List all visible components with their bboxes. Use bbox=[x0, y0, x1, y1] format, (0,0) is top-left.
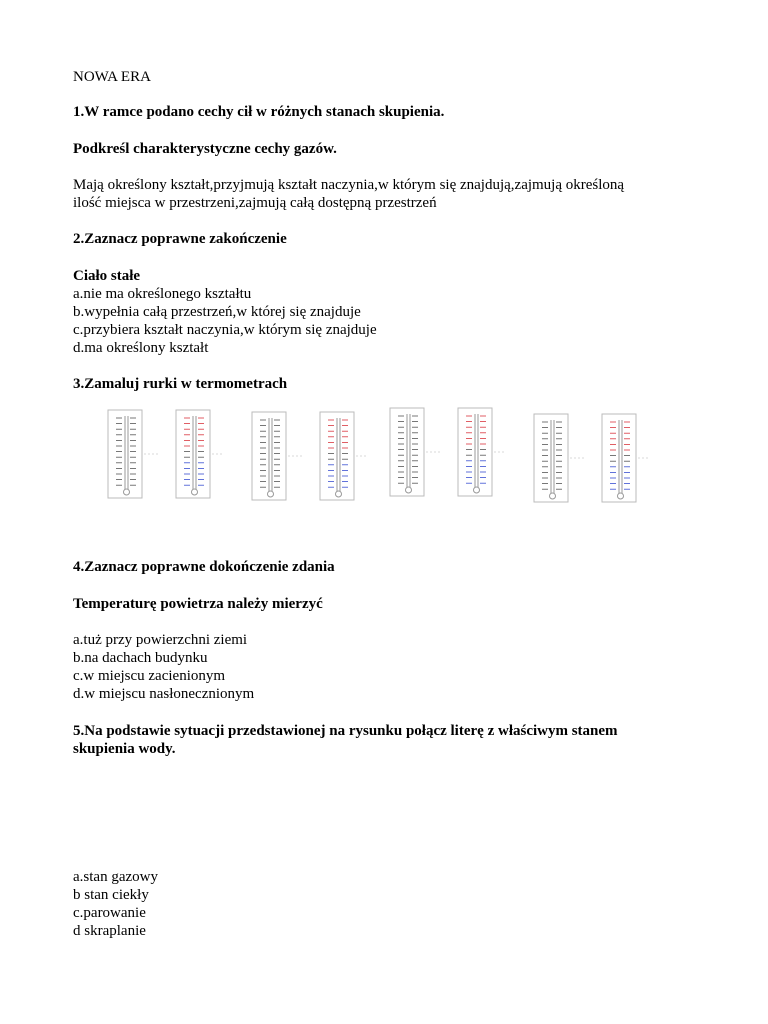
q5-option-c[interactable]: c.parowanie bbox=[73, 905, 146, 921]
q1-title: 1.W ramce podano cechy cił w różnych stanach skupienia. bbox=[73, 104, 445, 120]
thermometer-icon[interactable] bbox=[534, 414, 568, 502]
q4-option-a[interactable]: a.tuż przy powierzchni ziemi bbox=[73, 632, 248, 648]
q5-option-a[interactable]: a.stan gazowy bbox=[73, 869, 158, 885]
thermometer-icon[interactable] bbox=[390, 408, 424, 496]
q4-title: 4.Zaznacz poprawne dokończenie zdania bbox=[73, 559, 335, 575]
thermometer-icon[interactable] bbox=[252, 412, 286, 500]
thermometers-svg bbox=[100, 406, 660, 508]
q4-option-b[interactable]: b.na dachach budynku bbox=[73, 650, 208, 666]
q5-title-line2: skupienia wody. bbox=[73, 741, 176, 757]
q2-option-d[interactable]: d.ma określony kształt bbox=[73, 340, 209, 356]
q1-text-line2: ilość miejsca w przestrzeni,zajmują całą dostępną przestrzeń bbox=[73, 195, 437, 211]
thermometer-icon[interactable] bbox=[320, 412, 354, 500]
q5-option-b[interactable]: b stan ciekły bbox=[73, 887, 149, 903]
q2-option-c[interactable]: c.przybiera kształt naczynia,w którym się znajduje bbox=[73, 322, 377, 338]
q2-option-b[interactable]: b.wypełnia całą przestrzeń,w której się znajduje bbox=[73, 304, 361, 320]
thermometer-icon[interactable] bbox=[602, 414, 636, 502]
thermometer-row bbox=[100, 406, 660, 508]
q1-instruction: Podkreśl charakterystyczne cechy gazów. bbox=[73, 141, 337, 157]
q2-subject: Ciało stałe bbox=[73, 268, 141, 284]
header-label: NOWA ERA bbox=[73, 69, 151, 85]
q3-title: 3.Zamaluj rurki w termometrach bbox=[73, 376, 288, 392]
q1-text-line1: Mają określony kształt,przyjmują kształt naczynia,w którym się znajdują,zajmują określoną bbox=[73, 177, 625, 193]
q2-title: 2.Zaznacz poprawne zakończenie bbox=[73, 231, 287, 247]
q4-subject: Temperaturę powietrza należy mierzyć bbox=[73, 596, 323, 612]
q5-title-line1: 5.Na podstawie sytuacji przedstawionej na rysunku połącz literę z właściwym stanem bbox=[73, 723, 618, 739]
thermometer-icon[interactable] bbox=[176, 410, 210, 498]
thermometer-icon[interactable] bbox=[108, 410, 142, 498]
q5-option-d[interactable]: d skraplanie bbox=[73, 923, 146, 939]
q4-option-d[interactable]: d.w miejscu nasłonecznionym bbox=[73, 686, 255, 702]
q4-option-c[interactable]: c.w miejscu zacienionym bbox=[73, 668, 226, 684]
thermometer-icon[interactable] bbox=[458, 408, 492, 496]
q2-option-a[interactable]: a.nie ma określonego kształtu bbox=[73, 286, 252, 302]
